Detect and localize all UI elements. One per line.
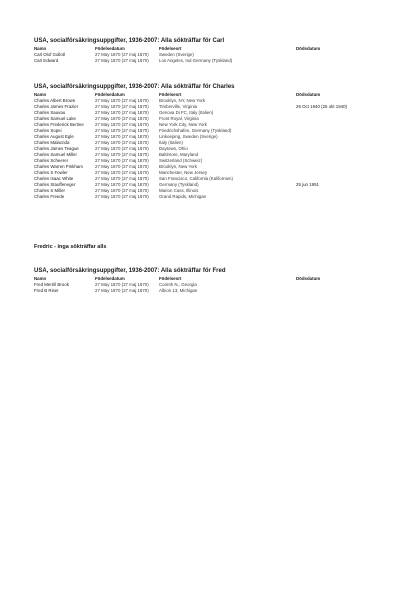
cell-name: Charles S Miller xyxy=(34,188,65,193)
cell-birthdate: 27 May 1870 (27 maj 1870) xyxy=(95,146,149,151)
cell-birthdate: 27 May 1870 (27 maj 1870) xyxy=(95,176,149,181)
cell-name: Charles Frederick Bertine xyxy=(34,122,84,127)
cell-name: Charles Albert Brown xyxy=(34,98,76,103)
cell-birthplace: Front Royal, Virginia xyxy=(159,116,199,121)
cell-birthdate: 27 May 1870 (27 maj 1870) xyxy=(95,58,149,63)
cell-birthdate: 27 May 1870 (27 maj 1870) xyxy=(95,152,149,157)
cell-birthdate: 27 May 1870 (27 maj 1870) xyxy=(95,282,149,287)
cell-birthdate: 27 May 1870 (27 maj 1870) xyxy=(95,52,149,57)
table-row xyxy=(34,288,394,294)
col-name-header: Namn xyxy=(34,92,47,97)
table-row xyxy=(34,194,394,200)
cell-birthdate: 27 May 1870 (27 maj 1870) xyxy=(95,288,149,293)
col-birthdate-header: Födelsedatum xyxy=(95,92,125,97)
carl-section xyxy=(34,38,394,64)
carl-title: USA, socialförsäkringsuppgifter, 1936-2007: Alla sökträffar för Carl xyxy=(34,38,225,44)
col-birthdate-header: Födelsedatum xyxy=(95,46,125,51)
cell-birthplace: Corinth N., Georgia xyxy=(159,282,197,287)
col-deathdate-header: Dödsdatum xyxy=(296,276,321,281)
cell-birthplace: Daytown, Ohio xyxy=(159,146,188,151)
cell-name: Charles Samuel Lake xyxy=(34,116,76,121)
cell-birthdate: 27 May 1870 (27 maj 1870) xyxy=(95,158,149,163)
cell-name: Fred Merrill Brook xyxy=(34,282,69,287)
cell-name: Charles James Frazier xyxy=(34,104,79,109)
cell-birthplace: Baltimore, Maryland xyxy=(159,152,199,157)
cell-name: Charles S Fowler xyxy=(34,170,68,175)
cell-name: Charles Malacrida xyxy=(34,140,70,145)
cell-birthplace: Sweden (Sverige) xyxy=(159,52,194,57)
cell-birthdate: 27 May 1870 (27 maj 1870) xyxy=(95,164,149,169)
cell-name: Charles August Egle xyxy=(34,134,74,139)
cell-birthdate: 27 May 1870 (27 maj 1870) xyxy=(95,122,149,127)
cell-birthdate: 27 May 1870 (27 maj 1870) xyxy=(95,188,149,193)
col-birthdate-header: Födelsedatum xyxy=(95,276,125,281)
cell-name: Charles Freede xyxy=(34,194,65,199)
cell-birthplace: Albion 13, Michigan xyxy=(159,288,198,293)
cell-name: Charles Samuel Miller xyxy=(34,152,77,157)
cell-birthdate: 27 May 1870 (27 maj 1870) xyxy=(95,134,149,139)
cell-birthdate: 27 May 1870 (27 maj 1870) xyxy=(95,182,149,187)
cell-name: Carl Olof Gullotl xyxy=(34,52,65,57)
col-birthplace-header: Födelseort xyxy=(159,92,182,97)
cell-birthdate: 27 May 1870 (27 maj 1870) xyxy=(95,104,149,109)
cell-birthdate: 27 May 1870 (27 maj 1870) xyxy=(95,110,149,115)
cell-birthplace: Linkoeping, Sweden (Sverige) xyxy=(159,134,218,139)
fred-section xyxy=(34,268,394,294)
cell-name: Charles Warren Pinkham xyxy=(34,164,83,169)
col-deathdate-header: Dödsdatum xyxy=(296,92,321,97)
cell-birthdate: 27 May 1870 (27 maj 1870) xyxy=(95,140,149,145)
table-row xyxy=(34,58,394,64)
col-deathdate-header: Dödsdatum xyxy=(296,46,321,51)
charles-title: USA, socialförsäkringsuppgifter, 1936-2007: Alla sökträffar för Charles xyxy=(34,84,235,90)
cell-birthplace: Brooklyn, New York xyxy=(159,164,198,169)
cell-birthdate: 27 May 1870 (27 maj 1870) xyxy=(95,194,149,199)
cell-birthdate: 27 May 1870 (27 maj 1870) xyxy=(95,98,149,103)
cell-birthplace: Italy (Italien) xyxy=(159,140,183,145)
cell-name: Charles Sopei xyxy=(34,128,62,133)
cell-birthdate: 27 May 1870 (27 maj 1870) xyxy=(95,128,149,133)
cell-birthplace: New York City, New York xyxy=(159,122,207,127)
cell-name: Charles Stauffeneger xyxy=(34,182,76,187)
cell-birthplace: Genova Di FC, Italy (Italien) xyxy=(159,110,214,115)
charles-section xyxy=(34,84,394,200)
cell-birthplace: Manchester, New Jersey xyxy=(159,170,208,175)
cell-birthdate: 27 May 1870 (27 maj 1870) xyxy=(95,170,149,175)
cell-birthplace: Marion Cass, Illinois xyxy=(159,188,199,193)
cell-name: Charles Isaac White xyxy=(34,176,74,181)
cell-deathdate: 25 Oct 1940 (25 okt 1940) xyxy=(296,104,348,109)
cell-birthplace: Friedrichshafen, Germany (Tyskland) xyxy=(159,128,232,133)
cell-name: Carl Edward xyxy=(34,58,59,63)
cell-birthplace: Germany (Tyskland) xyxy=(159,182,199,187)
cell-birthplace: Switzerland (Schweiz) xyxy=(159,158,203,163)
fred-title: USA, socialförsäkringsuppgifter, 1936-2007: Alla sökträffar för Fred xyxy=(34,268,226,274)
cell-name: Charles James Teague xyxy=(34,146,79,151)
cell-birthdate: 27 May 1870 (27 maj 1870) xyxy=(95,116,149,121)
col-name-header: Namn xyxy=(34,276,47,281)
fredric-no-results-note: Fredric - inga sökträffar alls xyxy=(34,244,107,250)
cell-deathdate: 25 jun 1951 xyxy=(296,182,319,187)
col-birthplace-header: Födelseort xyxy=(159,46,182,51)
cell-birthplace: Grand Rapids, Michigan xyxy=(159,194,207,199)
cell-birthplace: Brooklyn, NY, New York xyxy=(159,98,206,103)
col-birthplace-header: Födelseort xyxy=(159,276,182,281)
cell-name: Fred B Riser xyxy=(34,288,59,293)
cell-name: Charles Sauvau xyxy=(34,110,66,115)
cell-name: Charles Scheerer xyxy=(34,158,69,163)
cell-birthplace: San Francisco, California (Kalifornien) xyxy=(159,176,233,181)
cell-birthplace: Los Angeles, Ind Germany (Tyskland) xyxy=(159,58,233,63)
col-name-header: Namn xyxy=(34,46,47,51)
cell-birthplace: Timberville, Virginia xyxy=(159,104,198,109)
